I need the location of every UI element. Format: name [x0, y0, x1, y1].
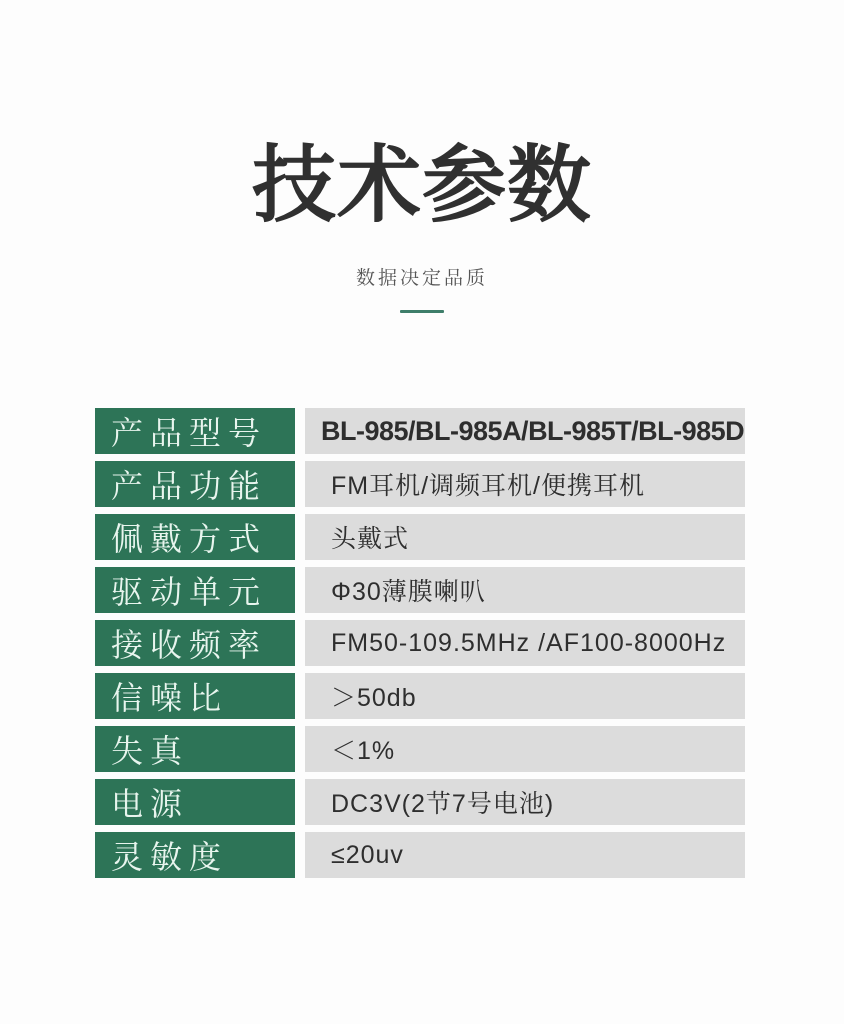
spec-value: BL-985/BL-985A/BL-985T/BL-985D [305, 408, 745, 454]
spec-value: DC3V(2节7号电池) [305, 779, 745, 825]
spec-value: ≤20uv [305, 832, 745, 878]
spec-label: 产品型号 [95, 408, 295, 454]
spec-row [95, 408, 745, 454]
spec-label: 佩戴方式 [95, 514, 295, 560]
spec-label: 失真 [95, 726, 295, 772]
spec-row [95, 620, 745, 666]
spec-value: FM耳机/调频耳机/便携耳机 [305, 461, 745, 507]
spec-row [95, 461, 745, 507]
spec-label: 电源 [95, 779, 295, 825]
spec-row [95, 514, 745, 560]
spec-row [95, 673, 745, 719]
spec-value: ＜1% [305, 726, 745, 772]
spec-value: FM50-109.5MHz /AF100-8000Hz [305, 620, 745, 666]
spec-row [95, 832, 745, 878]
spec-label: 灵敏度 [95, 832, 295, 878]
spec-label: 信噪比 [95, 673, 295, 719]
page-title: 技术参数 [251, 138, 592, 232]
spec-label: 产品功能 [95, 461, 295, 507]
spec-row [95, 567, 745, 613]
spec-table [95, 408, 745, 878]
spec-value: 头戴式 [305, 514, 745, 560]
spec-row [95, 726, 745, 772]
spec-label: 接收频率 [95, 620, 295, 666]
spec-label: 驱动单元 [95, 567, 295, 613]
spec-row [95, 779, 745, 825]
spec-value: ＞50db [305, 673, 745, 719]
title-divider [400, 310, 444, 313]
page-subtitle: 数据决定品质 [355, 268, 488, 289]
spec-value: Φ30薄膜喇叭 [305, 567, 745, 613]
